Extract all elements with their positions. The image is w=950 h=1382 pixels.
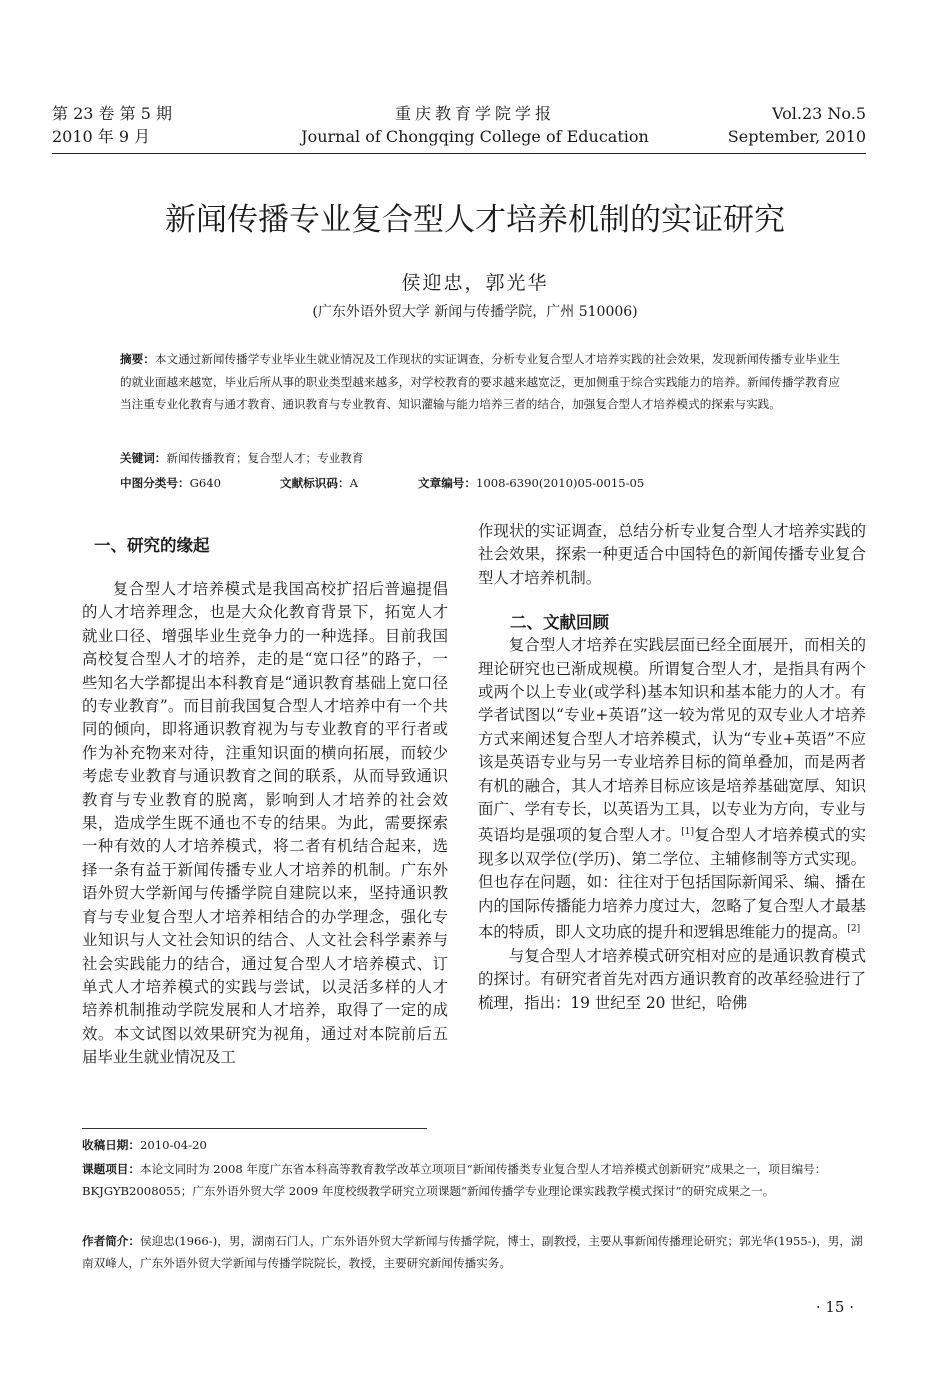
- header-divider: [52, 153, 866, 154]
- received-date-value: 2010-04-20: [139, 1138, 207, 1152]
- article-title: 新闻传播专业复合型人才培养机制的实证研究: [165, 202, 785, 238]
- section-2-paragraph-2: 与复合型人才培养模式研究相对应的是通识教育模式的探讨。有研究者首先对西方通识教育的改革经验进行了梳理，指出：19 世纪至 20 世纪，哈佛: [478, 946, 866, 1012]
- section-1-heading: 一、研究的缘起: [94, 536, 210, 555]
- footnote-received-date: [82, 1134, 872, 1156]
- section-2-text-b: 复合型人才培养模式的实现多以双学位(学历)、第二学位、主辅修制等方式实现。但也存在问题，如：往往对于包括国际新闻采、编、播在内的国际传播能力培养力度过大，忽略了复合型人才最基本的特质，即人文功底的提升和逻辑思维能力的提高。: [478, 826, 866, 942]
- article-number: [418, 472, 644, 494]
- abstract: [120, 348, 840, 416]
- journal-name-cn: 重庆教育学院学报: [394, 104, 555, 123]
- citation-2: [2]: [847, 924, 861, 935]
- doc-value: A: [349, 476, 358, 490]
- section-2-heading: 二、文献回顾: [510, 613, 609, 632]
- header-left: [52, 102, 172, 148]
- project-label: 课题项目：: [82, 1162, 140, 1176]
- article-authors: 侯迎忠，郭光华: [401, 272, 549, 294]
- abstract-label: 摘要：: [120, 352, 155, 366]
- journal-name-en: Journal of Chongqing College of Education: [301, 127, 649, 146]
- footnote-project: [82, 1158, 872, 1202]
- keywords-label: 关键词：: [120, 451, 167, 465]
- date-cn: 2010 年 9 月: [52, 127, 151, 146]
- section-1-continuation: 作现状的实证调查，总结分析专业复合型人才培养实践的社会效果，探索一种更适合中国特色的新闻传播专业复合型人才培养机制。: [478, 522, 866, 587]
- doc-label: 文献标识码：: [280, 476, 350, 490]
- page-number: · 15 ·: [815, 1298, 854, 1316]
- section-1-paragraph: 复合型人才培养模式是我国高校扩招后普遍提倡的人才培养理念，也是大众化教育背景下，拓宽人才就业口径、增强毕业生竞争力的一种选择。目前我国高校复合型人才的培养，走的是“宽口径”的路子，一些知名大学都提出本科教育是“通识教育基础上宽口径的专业教育”。而目前我国复合型人才培养中有一个共同的倾向，即将通识教育视为与专业教育的平行者或作为补充物来对待，注重知识面的横向拓展，而较少考虑专业教育与通识教育之间的联系，从而导致通识教育与专业教育的脱离，影响到人才培养的社会效果，造成学生既不通也不专的结果。为此，需要探索一种有效的人才培养模式，将二者有机结合起来，选择一条有益于新闻传播专业人才培养的机制。广东外语外贸大学新闻与传播学院自建院以来，坚持通识教育与专业复合型人才培养相结合的办学理念，强化专业知识与人文社会知识的结合、人文社会科学素养与社会实践能力的结合，通过复合型人才培养模式、订单式人才培养模式的实践与尝试，以灵活多样的人才培养机制推动学院发展和人才培养，取得了一定的成效。本文试图以效果研究为视角，通过对本院前后五届毕业生就业情况及工: [82, 580, 448, 1067]
- author-bio-value: 侯迎忠(1966-)，男，湖南石门人，广东外语外贸大学新闻与传播学院，博士，副教授，主要从事新闻传播理论研究；郭光华(1955-)，男，湖南双峰人，广东外语外贸大学新闻与传播学院院长，教授，主要研究新闻传播实务。: [82, 1234, 863, 1270]
- abstract-text: 本文通过新闻传播学专业毕业生就业情况及工作现状的实证调查，分析专业复合型人才培养实践的社会效果，发现新闻传播专业毕业生的就业面越来越宽，毕业后所从事的职业类型越来越多，对学校教育的要求越来越宽泛，更加侧重于综合实践能力的培养。新闻传播学教育应当注重专业化教育与通才教育、通识教育与专业教育、知识灌输与能力培养三者的结合，加强复合型人才培养模式的探索与实践。: [120, 352, 840, 411]
- volume-en: Vol.23 No.5: [772, 104, 866, 123]
- article-number-label: 文章编号：: [418, 476, 476, 490]
- volume-issue: 第 23 卷 第 5 期: [52, 104, 172, 123]
- article-affiliation: (广东外语外贸大学 新闻与传播学院，广州 510006): [312, 304, 638, 320]
- clc-label: 中图分类号：: [120, 476, 190, 490]
- date-en: September, 2010: [727, 127, 866, 146]
- article-number-value: 1008-6390(2010)05-0015-05: [475, 476, 645, 490]
- header-center: [275, 102, 675, 148]
- footnote-divider: [82, 1128, 427, 1129]
- left-column: [82, 578, 448, 1070]
- section-2-text-a: 复合型人才培养在实践层面已经全面展开，而相关的理论研究也已渐成规模。所谓复合型人才，是指具有两个或两个以上专业(或学科)基本知识和基本能力的人才。有学者试图以“专业+英语”这一较为常见的双专业人才培养方式来阐述复合型人才培养模式，认为“专业+英语”不应该是英语专业与另一专业培养目标的简单叠加，而是两者有机的融合，其人才培养目标应该是培养基础宽厚、知识面广、学有专长，以英语为工具，以专业为方向，专业与英语均是强项的复合型人才。: [478, 636, 866, 845]
- keywords-text: 新闻传播教育；复合型人才；专业教育: [166, 451, 364, 465]
- citation-1: [1]: [681, 827, 694, 838]
- author-bio-label: 作者简介：: [82, 1234, 140, 1248]
- keywords: [120, 447, 840, 469]
- clc-number: [120, 472, 221, 494]
- footnote-author-bio: [82, 1230, 872, 1274]
- document-code: [280, 472, 358, 494]
- header-right: [728, 102, 866, 148]
- project-value: 本论文同时为 2008 年度广东省本科高等教育教学改革立项项目“新闻传播类专业复合型人才培养模式创新研究”成果之一，项目编号：BKJGYB2008055；广东外语外贸大学 2009 年度校级教学研究立项课题“新闻传播学专业理论课实践教学模式探讨”的研究成果之一。: [82, 1162, 827, 1198]
- received-date-label: 收稿日期：: [82, 1138, 140, 1152]
- clc-value: G640: [189, 476, 221, 490]
- right-column: [478, 520, 866, 1015]
- section-2-paragraph-1: [478, 634, 866, 945]
